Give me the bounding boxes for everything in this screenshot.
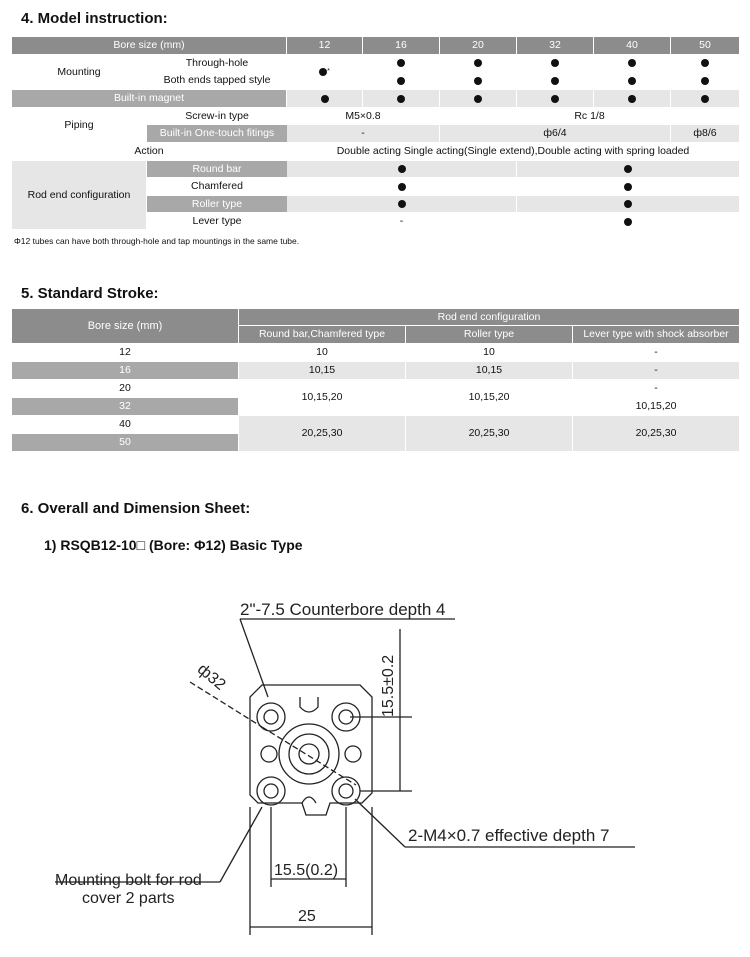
action-label: Action	[12, 143, 286, 160]
dimension-drawing	[0, 557, 750, 957]
overall-width-label: 25	[298, 908, 316, 925]
dot-mark	[397, 77, 405, 85]
bore-col: 12	[287, 37, 362, 54]
roller-label: Roller type	[147, 196, 287, 212]
cell	[517, 90, 593, 107]
star-mark: *	[327, 67, 330, 75]
cell	[671, 55, 739, 71]
cell	[594, 55, 670, 71]
col-round-bar: Round bar,Chamfered type	[239, 326, 405, 343]
bore-col: 32	[517, 37, 593, 54]
leader-line	[355, 799, 405, 847]
cell	[671, 90, 739, 107]
dot-mark	[474, 77, 482, 85]
dot-mark	[319, 68, 327, 76]
cell	[517, 55, 593, 71]
bore-cell: 32	[12, 398, 238, 415]
stroke-cell: 10,15,20	[573, 397, 739, 415]
mounting-label: Mounting	[12, 55, 146, 89]
bore-header: Bore size (mm)	[12, 37, 286, 54]
cell	[287, 161, 516, 177]
mount-bolt-label: Mounting bolt for rod	[55, 872, 202, 889]
onetouch-86: ф8/6	[671, 125, 739, 142]
stroke-cell: -	[573, 344, 739, 361]
onetouch-dash: -	[287, 125, 439, 142]
counterbore-label: 2"-7.5 Counterbore depth 4	[240, 600, 446, 619]
cell	[517, 196, 739, 212]
leader-line	[220, 807, 262, 882]
cell	[440, 72, 516, 89]
dot-mark	[474, 59, 482, 67]
dot-mark	[628, 95, 636, 103]
chamfered-label: Chamfered	[147, 178, 287, 195]
action-value: Double acting Single acting(Single extend),Double acting with spring loaded	[287, 143, 739, 160]
stroke-cell: 10,15	[239, 362, 405, 379]
leader-line	[240, 619, 268, 697]
cell-dash: -	[287, 213, 516, 230]
stroke-cell: 10,15	[406, 362, 572, 379]
dot-mark	[474, 95, 482, 103]
onetouch-64: ф6/4	[440, 125, 670, 142]
cell	[517, 213, 739, 230]
dot-mark	[397, 59, 405, 67]
bore-col: 16	[363, 37, 439, 54]
dot-mark	[701, 95, 709, 103]
screw-m5: M5×0.8	[287, 108, 439, 124]
col-roller: Roller type	[406, 326, 572, 343]
dot-mark	[321, 95, 329, 103]
stroke-cell: 10,15,20	[406, 380, 572, 415]
dia-line	[190, 682, 262, 727]
dot-mark	[397, 95, 405, 103]
stroke-cell: 20,25,30	[573, 416, 739, 451]
screw-in-label: Screw-in type	[147, 108, 287, 124]
rod-circle	[279, 724, 339, 784]
bore-col: 20	[440, 37, 516, 54]
section4-title: 4. Model instruction:	[21, 10, 168, 27]
bore-col: 50	[671, 37, 739, 54]
cell	[287, 90, 362, 107]
stroke-cell: 10,15,20	[239, 380, 405, 415]
dot-mark	[701, 59, 709, 67]
tap-label: 2-M4×0.7 effective depth 7	[408, 826, 610, 845]
cell	[287, 196, 516, 212]
port-hole	[261, 746, 277, 762]
dot-mark	[551, 95, 559, 103]
stroke-cell: 10	[239, 344, 405, 361]
piping-label: Piping	[12, 108, 146, 142]
dot-mark	[624, 218, 632, 226]
cell	[671, 72, 739, 89]
stroke-cell: 10	[406, 344, 572, 361]
dot-mark	[551, 59, 559, 67]
cell	[363, 72, 439, 89]
dot-mark	[628, 59, 636, 67]
section5-title: 5. Standard Stroke:	[21, 285, 159, 302]
stroke-bore-header: Bore size (mm)	[12, 309, 238, 343]
col-lever: Lever type with shock absorber	[573, 326, 739, 343]
bore-cell: 50	[12, 434, 238, 451]
through-hole-label: Through-hole	[147, 55, 287, 71]
cell-12-mount	[287, 55, 362, 89]
tap-hole	[339, 784, 353, 798]
dot-mark	[398, 165, 406, 173]
width-label: 15.5(0.2)	[274, 862, 339, 879]
counterbore-hole	[264, 710, 278, 724]
tap-hole	[264, 784, 278, 798]
cell	[363, 90, 439, 107]
lever-label: Lever type	[147, 213, 287, 230]
stroke-cell: 20,25,30	[239, 416, 405, 451]
cell	[517, 72, 593, 89]
rod-end-label: Rod end configuration	[12, 161, 146, 229]
dot-mark	[624, 200, 632, 208]
cell	[594, 90, 670, 107]
drawing-subtitle: 1) RSQB12-10□ (Bore: Φ12) Basic Type	[44, 537, 303, 553]
dot-mark	[398, 200, 406, 208]
bore-cell: 40	[12, 416, 238, 433]
onetouch-label: Built-in One-touch fitings	[147, 125, 287, 142]
tap-hole	[257, 777, 285, 805]
dot-mark	[398, 183, 406, 191]
cell	[287, 178, 516, 195]
port-hole	[345, 746, 361, 762]
cell	[517, 178, 739, 195]
dia-label: ф32	[193, 660, 229, 694]
round-bar-label: Round bar	[147, 161, 287, 177]
bore-cell: 20	[12, 380, 238, 397]
bore-cell: 12	[12, 344, 238, 361]
top-slot	[300, 697, 318, 712]
bore-cell: 16	[12, 362, 238, 379]
screw-rc: Rc 1/8	[440, 108, 739, 124]
mount-bolt-label: cover 2 parts	[82, 890, 175, 907]
bottom-slot	[302, 797, 316, 803]
height-label: 15.5±0.2	[380, 654, 397, 717]
cell	[440, 55, 516, 71]
tap-hole	[332, 777, 360, 805]
dot-mark	[628, 77, 636, 85]
dot-mark	[701, 77, 709, 85]
stroke-cell: -	[573, 380, 739, 397]
dot-mark	[624, 183, 632, 191]
cell	[363, 55, 439, 71]
section6-title: 6. Overall and Dimension Sheet:	[21, 500, 251, 517]
cylinder-body-outline	[250, 685, 372, 815]
magnet-label: Built-in magnet	[12, 90, 286, 107]
bore-col: 40	[594, 37, 670, 54]
dot-mark	[624, 165, 632, 173]
rod-circle	[289, 734, 329, 774]
stroke-cell: -	[573, 362, 739, 379]
cell	[440, 90, 516, 107]
rod-end-header: Rod end configuration	[239, 309, 739, 325]
both-ends-label: Both ends tapped style	[147, 72, 287, 89]
cell	[594, 72, 670, 89]
footnote: Φ12 tubes can have both through-hole and tap mountings in the same tube.	[14, 236, 300, 246]
cell	[517, 161, 739, 177]
stroke-cell: 20,25,30	[406, 416, 572, 451]
dot-mark	[551, 77, 559, 85]
